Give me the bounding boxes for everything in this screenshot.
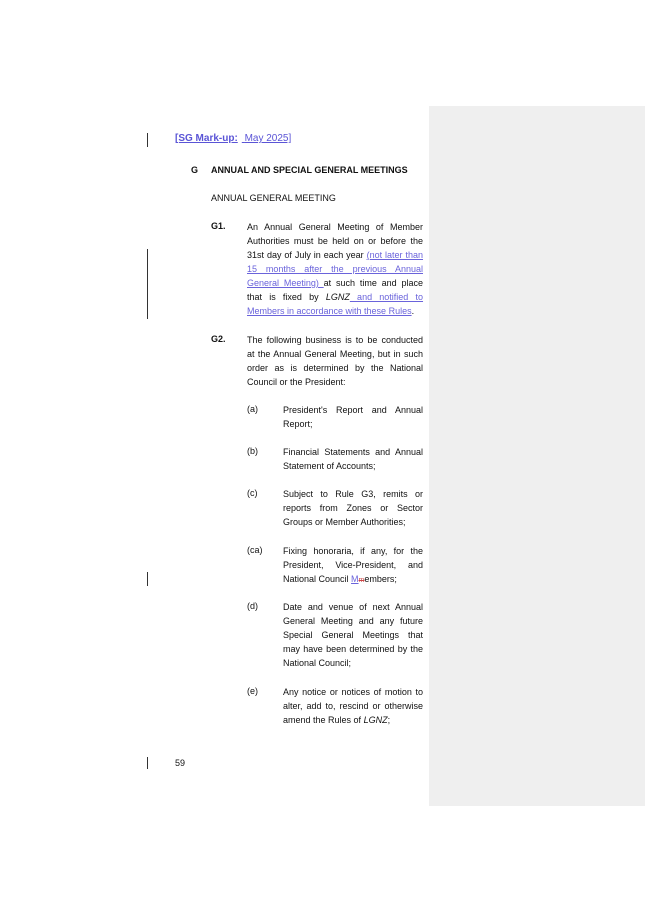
g1-italic: LGNZ bbox=[325, 292, 350, 302]
change-bar bbox=[147, 757, 148, 769]
markup-title bbox=[175, 133, 291, 144]
item-letter-e: (e) bbox=[247, 686, 258, 696]
item-letter-a: (a) bbox=[247, 404, 258, 414]
item-text-e bbox=[283, 685, 423, 727]
g1-insertion-1: (not later than 15 months after the previous Annual General Meeting) bbox=[247, 250, 423, 288]
page-number: 59 bbox=[175, 758, 186, 768]
g1-insertion-2: and notified to Members in accordance with these Rules bbox=[247, 292, 424, 316]
subheading: ANNUAL GENERAL MEETING bbox=[211, 193, 336, 203]
item-letter-ca: (ca) bbox=[247, 545, 263, 555]
item-text-a: President's Report and Annual Report; bbox=[283, 405, 423, 429]
clause-text-g2: The following business is to be conducted at the Annual General Meeting, but in such order as is determined by the National Council or the President: bbox=[247, 335, 423, 387]
item-text-d: Date and venue of next Annual General Meeting and any future Special General Meetings that may have been determined by the National Council; bbox=[283, 602, 423, 668]
section-title: ANNUAL AND SPECIAL GENERAL MEETINGS bbox=[211, 165, 408, 175]
clause-text-g1 bbox=[247, 220, 423, 318]
change-bar bbox=[147, 133, 148, 147]
e-text-post: ; bbox=[387, 715, 391, 725]
ca-insertion: M bbox=[351, 574, 359, 584]
change-bar bbox=[147, 572, 148, 586]
change-bar bbox=[147, 249, 148, 319]
ca-text-post: embers; bbox=[364, 574, 397, 584]
clause-number-g2: G2. bbox=[211, 334, 226, 344]
item-text-c: Subject to Rule G3, remits or reports from Zones or Sector Groups or Member Authorities; bbox=[283, 489, 423, 527]
ca-text-pre: Fixing honoraria, if any, for the President, Vice-President, and National Council bbox=[283, 546, 423, 584]
item-text-b: Financial Statements and Annual Statement of Accounts; bbox=[283, 447, 423, 471]
g1-text-3: . bbox=[411, 306, 415, 316]
e-italic: LGNZ bbox=[363, 715, 388, 725]
g1-text-2: at such time and place that is fixed by bbox=[247, 278, 423, 302]
clause-number-g1: G1. bbox=[211, 221, 226, 231]
ca-deletion: m bbox=[358, 577, 365, 584]
item-letter-d: (d) bbox=[247, 601, 258, 611]
section-letter: G bbox=[191, 165, 199, 175]
g1-text-1: An Annual General Meeting of Member Authorities must be held on or before the 31st day of July in each year bbox=[247, 222, 423, 260]
comment-pane bbox=[429, 106, 645, 806]
markup-title-date: May 2025] bbox=[244, 133, 292, 144]
markup-title-bold: [SG Mark-up: bbox=[175, 133, 238, 144]
item-letter-c: (c) bbox=[247, 488, 258, 498]
item-text-ca bbox=[283, 544, 423, 588]
e-text-pre: Any notice or notices of motion to alter, add to, rescind or otherwise amend the Rules of bbox=[283, 687, 423, 725]
item-letter-b: (b) bbox=[247, 446, 258, 456]
